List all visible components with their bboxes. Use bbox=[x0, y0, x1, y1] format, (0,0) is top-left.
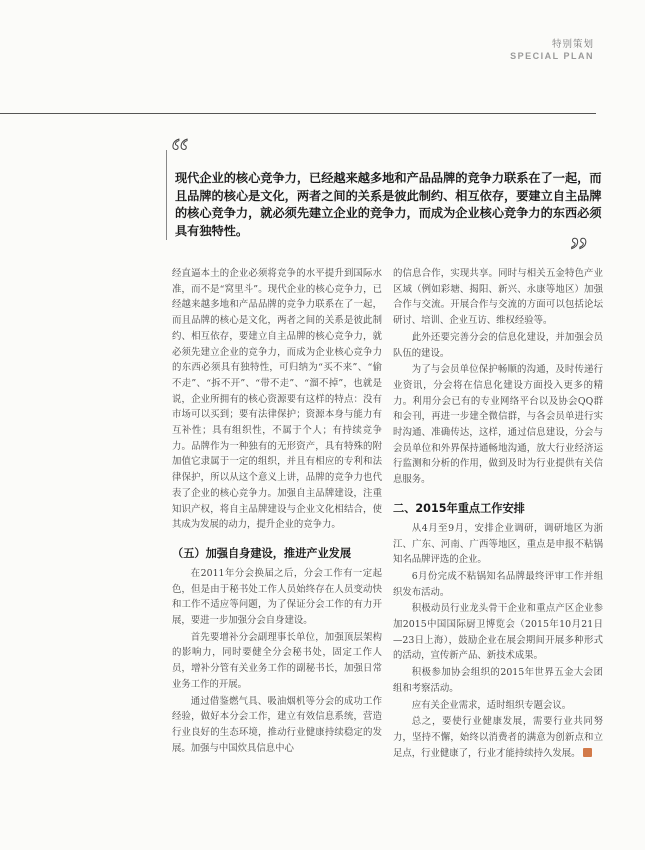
end-mark-icon bbox=[583, 748, 592, 757]
paragraph: 应有关企业需求，适时组织专题会议。 bbox=[411, 699, 572, 711]
paragraph: 从4月至9月，安排企业调研，调研地区为浙江、广东、河南、广西等地区，重点是申报不粘锅知名品牌评选的企业。 bbox=[393, 522, 603, 566]
paragraph: 经直逼本土的企业必须将竞争的水平提升到国际水准，而不是“窝里斗”。现代企业的核心竞争力，已经越来越多地和产品品牌的竞争力联系在了一起，而且品牌的核心是文化，两者之间的关系是彼此制约、相互依存，要建立自主品牌的核心竞争力，就必须先建立企业的竞争力，而成为企业核心竞争力的东西必须具有独特性，可归纳为“买不来”、“偷不走”、“拆不开”、“带不走”、“溜不掉”，也就是说，企业所拥有的核心资源要有这样的特点：没有市场可以买到；要有法律保护；资源本身与能力有互补性；具有组织性，不属于个人；有持续竞争力。品牌作为一种独有的无形资产，具有特殊的附加值它隶属于一定的组织，并且有相应的专利和法律保护，所以从这个意义上讲，品牌的竞争力也代表了企业的核心竞争力。加强自主品牌建设，注重知识产权，将自主品牌建设与企业文化相结合，使其成为发展的动力，提升企业的竞争力。 bbox=[172, 268, 382, 531]
paragraph bbox=[393, 714, 603, 761]
open-quote-icon: “ bbox=[171, 130, 189, 175]
article-column-right bbox=[393, 266, 603, 762]
section-heading: （五）加强自身建设，推进产业发展 bbox=[172, 546, 352, 560]
paragraph: 6月份完成不粘锅知名品牌最终评审工作并组织发布活动。 bbox=[393, 570, 603, 598]
header-divider bbox=[0, 113, 596, 114]
closing-paragraph-text: 总之，要使行业健康发展，需要行业共同努力，坚持不懈，始终以消费者的满意为创新点和立足点，行业健康了，行业才能持续持久发展。 bbox=[393, 716, 603, 759]
paragraph: 通过借鉴燃气具、吸油烟机等分会的成功工作经验，做好本分会工作，建立有效信息系统，营造行业良好的生态环境，推动行业健康持续稳定的发展。加强与中国炊具信息中心 bbox=[172, 695, 382, 754]
paragraph: 为了与会员单位保护畅顺的沟通，及时传递行业资讯，分会将在信息化建设方面投入更多的精力。利用分会已有的专业网络平台以及协会QQ群和会刊，再进一步建全微信群，与各会员单进行实时沟通、准确传达，这样，通过信息建设，分会与会员单位和外界保持通畅地沟通，放大行业经济运行监测和分析的作用，做到及时为行业提供有关信息服务。 bbox=[393, 364, 603, 486]
article-column-left bbox=[172, 266, 382, 757]
paragraph: 的信息合作，实现共享。同时与相关五金特色产业区域（例如彩塘、揭阳、新兴、永康等地区）加强合作与交流。开展合作与交流的方面可以包括论坛研讨、培训、企业互访、维权经验等。 bbox=[393, 268, 603, 327]
paragraph: 积极动员行业龙头骨干企业和重点产区企业参加2015中国国际厨卫博览会（2015年10月21日—23日上海），鼓励企业在展会期间开展多种形式的活动，宣传新产品、新技术成果。 bbox=[393, 603, 603, 662]
section-label-cn: 特别策划 bbox=[551, 39, 594, 50]
paragraph: 在2011年分会换届之后，分会工作有一定起色，但是由于秘书处工作人员始终存在人员变动快和工作不适应等问题，为了保证分会工作的有力开展，要进一步加强分会自身建设。 bbox=[172, 567, 382, 627]
paragraph: 积极参加协会组织的2015年世界五金大会团组和考察活动。 bbox=[393, 667, 603, 694]
paragraph: 此外还要完善分会的信息化建设，并加强会员队伍的建设。 bbox=[393, 331, 603, 359]
section-label-en: SPECIAL PLAN bbox=[510, 51, 594, 61]
pull-quote: 现代企业的核心竞争力，已经越来越多地和产品品牌的竞争力联系在了一起，而且品牌的核心是文化，两者之间的关系是彼此制约、相互依存，要建立自主品牌的核心竞争力，就必须先建立企业的竞争力，而成为企业核心竞争力的东西必须具有独特性。 bbox=[175, 171, 602, 238]
quote-side-rule bbox=[166, 150, 167, 240]
paragraph: 首先要增补分会副理事长单位，加强顶层架构的影响力，同时要健全分会秘书处，固定工作人员，增补分管有关业务工作的副秘书长，加强日常业务工作的开展。 bbox=[172, 631, 382, 690]
close-quote-icon: ” bbox=[570, 229, 588, 274]
section-heading: 二、2015年重点工作安排 bbox=[393, 501, 525, 515]
